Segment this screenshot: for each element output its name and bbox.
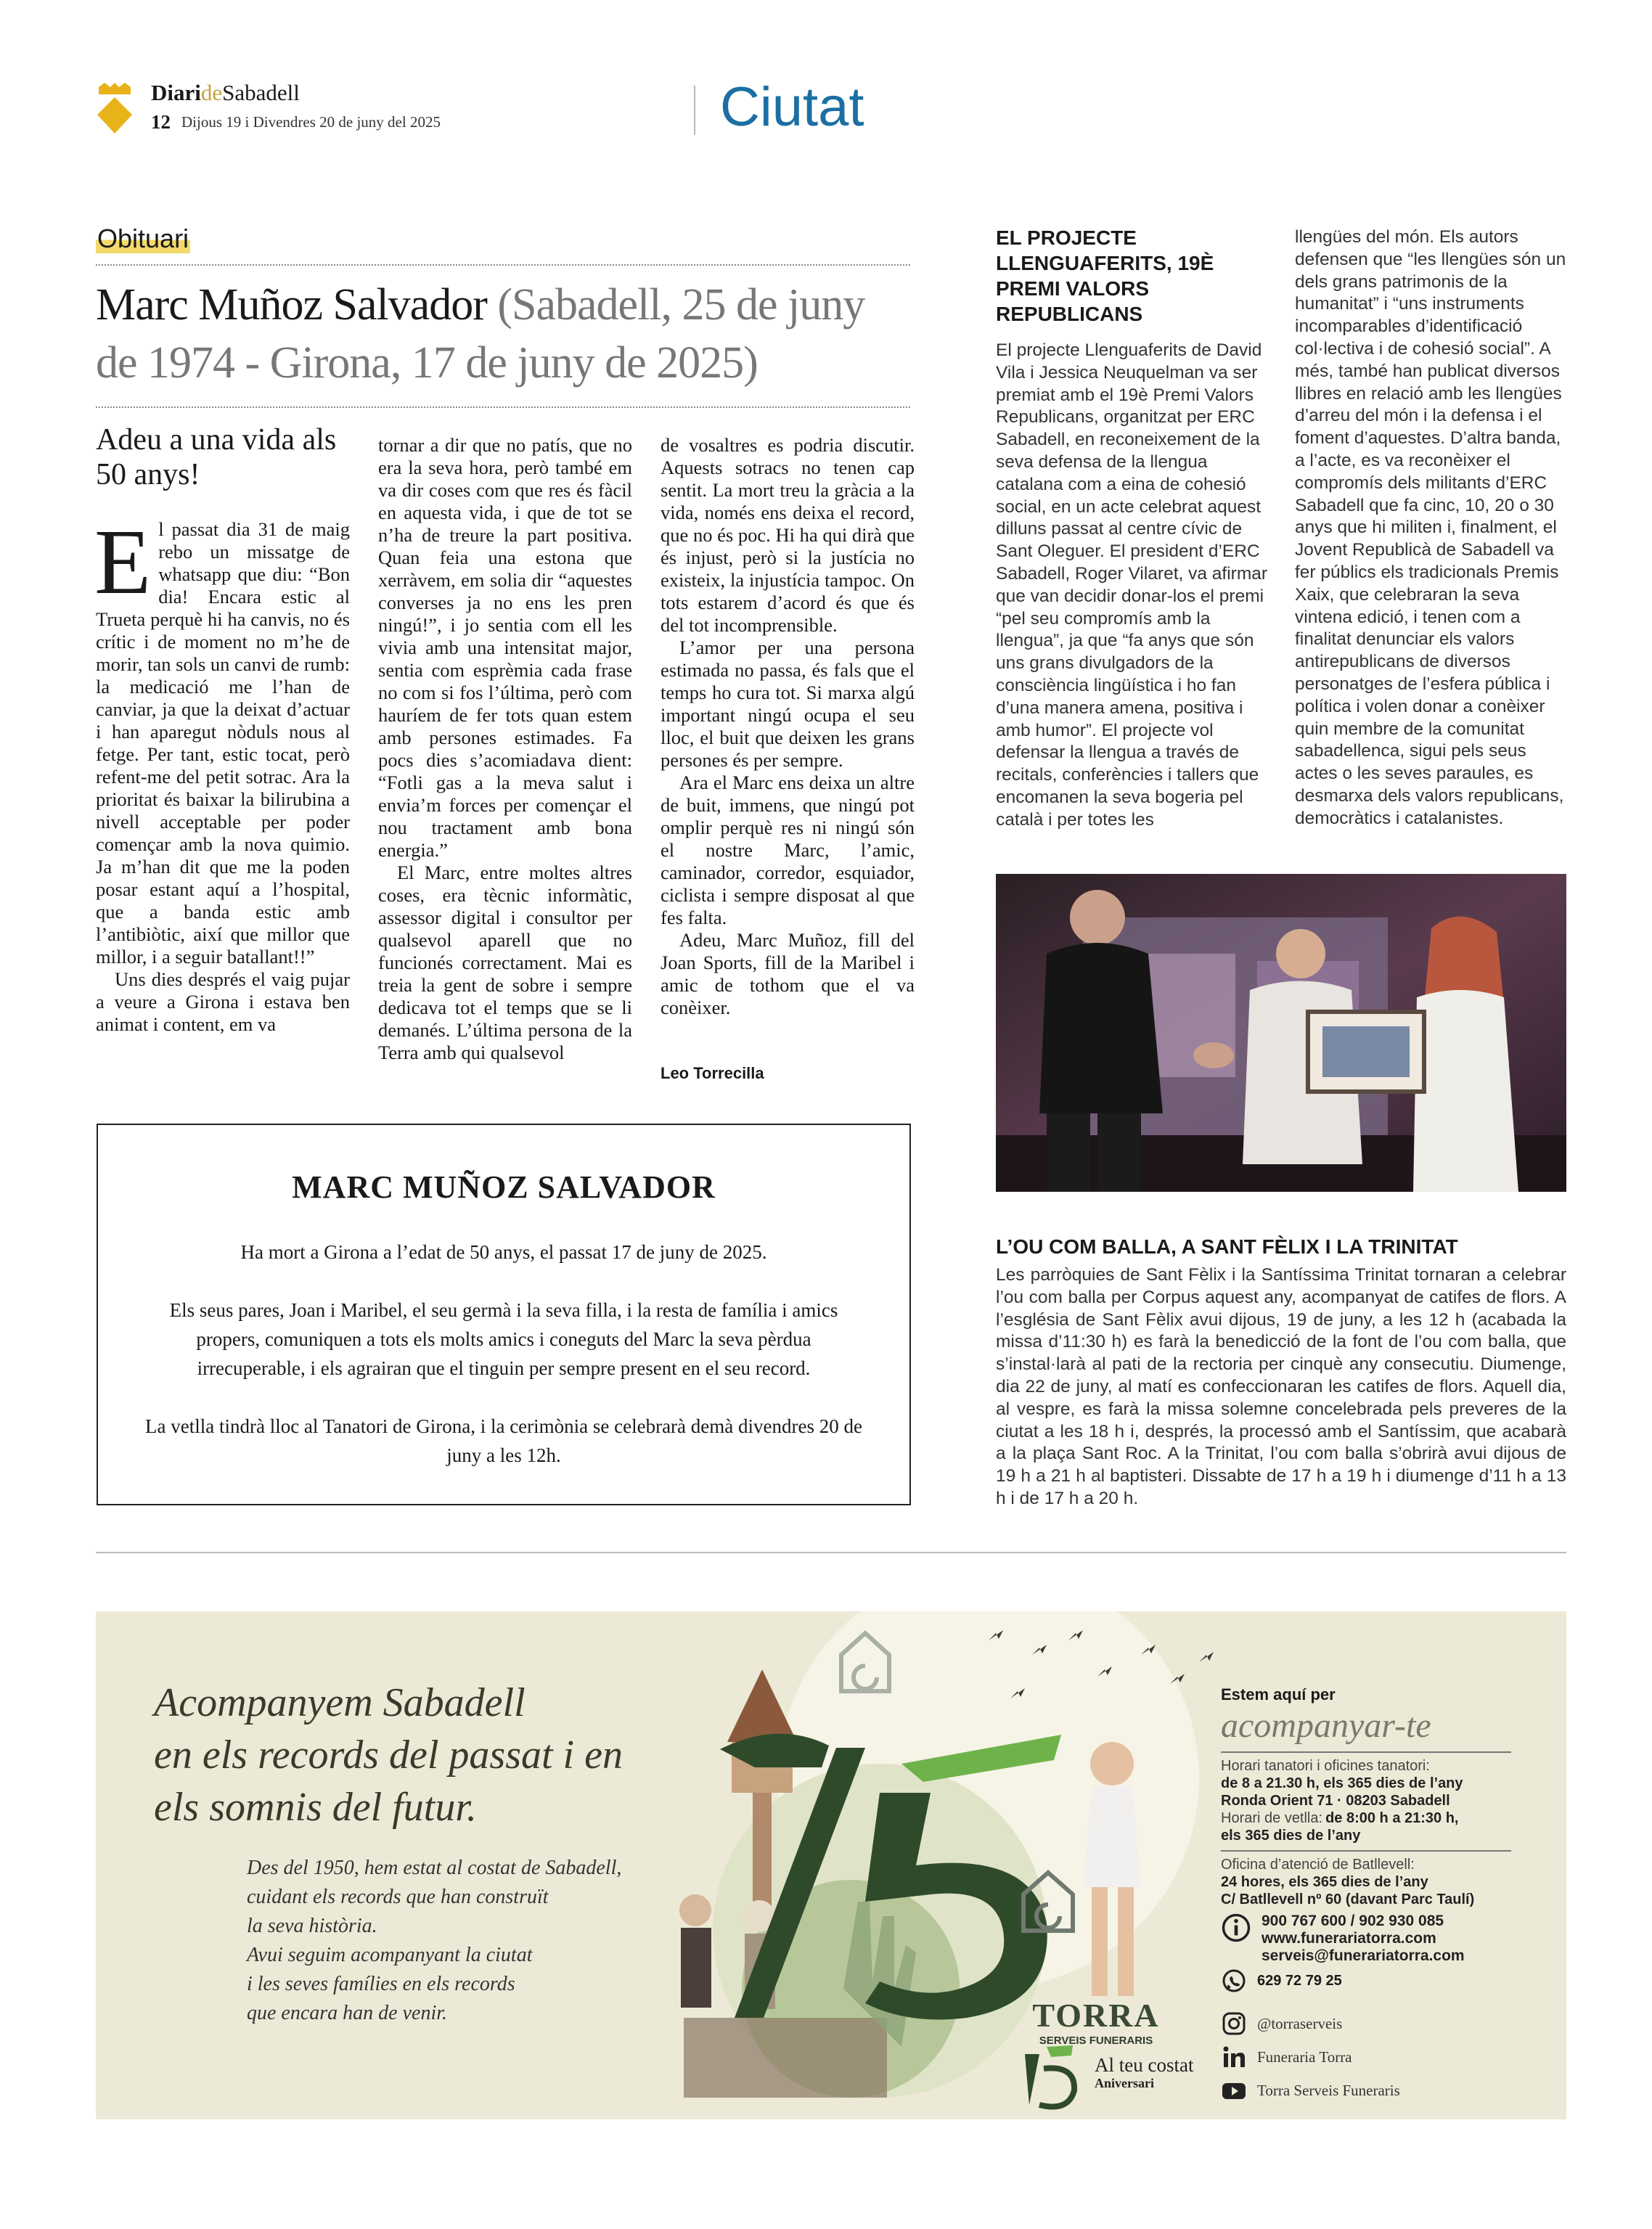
vetlla-label: Horari de vetlla: (1221, 1810, 1323, 1826)
article-title: L’OU COM BALLA, A SANT FÈLIX I LA TRINITAT (996, 1235, 1458, 1258)
divider (1221, 1850, 1511, 1852)
vetlla-hours: de 8:00 h a 21:30 h, (1325, 1810, 1459, 1826)
ad-body-line: cuidant els records que han construït (247, 1886, 549, 1908)
drop-cap: E (94, 510, 152, 613)
info-icon (1221, 1913, 1251, 1943)
tagline-line: Acompanyem Sabadell (154, 1680, 526, 1725)
ad-accompany: acompanyar-te (1221, 1706, 1431, 1745)
hours-value: de 8 a 21.30 h, els 365 dies de l’any (1221, 1775, 1463, 1791)
instagram-link[interactable] (1221, 2007, 1547, 2040)
paragraph: El Marc, entre moltes altres coses, era tècnic informàtic, assessor digital i consultor per qualsevol aparell que no funcionés correctament. Mai es treia la gent de sobre i sempre dedicava tot el temps que se li demanés. L’última persona de la Terra amb qui qualsevol (378, 862, 632, 1063)
ad-tagline (154, 1677, 623, 1833)
section-title[interactable]: Ciutat (720, 76, 864, 138)
article-body: Les parròquies de Sant Fèlix i la Santíssima Trinitat tornaran a celebrar l’ou com balla per Corpus aquest any, acompanyat de catifes de flors. A l’església de Sant Fèlix avui dijous, 19 de juny, a les 12 h (acabada la missa d’11:30 h) es farà la benedicció de la font de l’ou com balla, que s’instal·larà al pati de la rectoria per cinquè any consecutiu. Diumenge, dia 22 de juny, al matí es confeccionaran les catifes de flors. Aquell dia, al vespre, es farà la missa solemne concelebrada pels preveres de la ciutat a les 18 h i, després, la processó amb el Santíssim, que acabarà a la plaça Sant Roc. A la Trinitat, l’ou com balla s’obrirà avui dijous de 19 h a 21 h al baptisteri. Dissabte de 17 h a 19 h i diumenge d’11 h a 13 h i de 17 h a 20 h. (996, 1265, 1566, 1508)
youtube-name: Torra Serveis Funeraris (1257, 2081, 1400, 2099)
obituary-subhead: Adeu a una vida als 50 anys! (96, 423, 337, 491)
torra-advertisement[interactable] (96, 1611, 1566, 2119)
tagline-line: els somnis del futur. (154, 1785, 477, 1830)
anniversary-label: Aniversari (1095, 2076, 1154, 2090)
page-number: 12 (151, 111, 171, 133)
ad-contact-panel (1221, 1685, 1547, 2107)
office-hours: 24 hores, els 365 dies de l’any (1221, 1874, 1428, 1890)
section-divider (96, 1552, 1566, 1553)
ad-body-line: Avui seguim acompanyant la ciutat (247, 1944, 533, 1966)
whatsapp-icon (1221, 1968, 1247, 1994)
issue-date: Dijous 19 i Divendres 20 de juny del 2025 (181, 113, 441, 131)
paragraph: de vosaltres es podria discutir. Aquests sotracs no tenen cap sentit. La mort treu la gràcia a la vida, només ens deixa el record, que no és poc. Hi ha qui dirà que és injust, però si la justícia no existeix, la injustícia tampoc. On tots estarem d’acord és que és del tot incomprensible. (661, 434, 915, 636)
dotted-divider (96, 406, 910, 408)
death-notice (97, 1124, 911, 1505)
vetlla-days: els 365 dies de l’any (1221, 1828, 1361, 1844)
youtube-icon (1221, 2077, 1247, 2103)
dotted-divider (96, 264, 910, 266)
article-title: EL PROJECTE LLENGUAFERITS, 19È PREMI VALORS REPUBLICANS (996, 226, 1214, 325)
tagline-line: en els records del passat i en (154, 1733, 623, 1778)
ad-body-line: i les seves famílies en els records (247, 1973, 515, 1995)
paragraph: tornar a dir que no patís, que no era la seva hora, però també em va dir coses com que res és fàcil en aquesta vida, i que de tot se n’ha de treure la part positiva. Quan feia una estona que xerràvem, em solia dir “aquestes converses ja no ens les pren ningú!”, i jo sentia com ell les vivia amb una intensitat major, sentia com esprèmia cada frase no com si fos l’última, però com hauríem de fer tots quan estem amb persones estimades. Fa pocs dies s’acomiadava dient: “Fotli gas a la meva salut i envia’m forces per començar el nou tractament amb bona energia.” (378, 434, 632, 861)
ad-body-line: Des del 1950, hem estat al costat de Sabadell, (247, 1857, 622, 1879)
notice-paragraph: Ha mort a Girona a l’edat de 50 anys, el passat 17 de juny de 2025. (240, 1241, 767, 1263)
paragraph: Adeu, Marc Muñoz, fill del Joan Sports, fill de la Maribel i amic de tothom que el va conèixer. (661, 929, 915, 1018)
brand-subtitle: SERVEIS FUNERARIS (1039, 2034, 1153, 2047)
paragraph: Ara el Marc ens deixa un altre de buit, immens, que ningú pot omplir perquè res ni ningú són el nostre Marc, l’amic, caminador, corredor, esquiador, ciclista i sempre disposat al que fes falta. (661, 772, 915, 928)
diari-logo-icon (94, 81, 135, 136)
office-label: Oficina d’atenció de Batllevell: (1221, 1857, 1415, 1873)
notice-name: MARC MUÑOZ SALVADOR (292, 1169, 716, 1205)
ad-body-text (247, 1854, 621, 2028)
paragraph: L’amor per una persona estimada no passa, és fals que el temps ho cura tot. Si marxa algú important ningú ocupa el seu lloc, el buit que deixen les grans persones és per sempre. (661, 637, 915, 771)
header-divider (694, 86, 695, 135)
website-link[interactable]: www.funerariatorra.com (1262, 1930, 1436, 1947)
obituary-title (96, 276, 910, 392)
notice-paragraph: Els seus pares, Joan i Maribel, el seu germà i la seva filla, i la resta de família i amics propers, comuniquen a tots els molts amics i coneguts del Marc la seva pèrdua irrecuperable, i els agrairan que el tinguin per sempre present en el seu record. (169, 1299, 838, 1379)
divider (1221, 1751, 1511, 1753)
instagram-handle: @torraserveis (1257, 2014, 1343, 2032)
youtube-link[interactable] (1221, 2074, 1547, 2107)
obituary-column-1 (94, 510, 350, 1036)
byline: Leo Torrecilla (661, 1064, 764, 1082)
brand-name: TORRA (1032, 1997, 1160, 2034)
linkedin-name: Funeraria Torra (1257, 2048, 1352, 2066)
torra-brand (1016, 1996, 1176, 2047)
obituary-column-3 (661, 434, 915, 1019)
whatsapp-row[interactable] (1221, 1968, 1547, 1994)
brand-name[interactable]: DiarideSabadell (151, 80, 300, 105)
instagram-icon (1221, 2011, 1247, 2037)
office-address: C/ Batllevell nº 60 (davant Parc Taulí) (1221, 1891, 1475, 1907)
ad-body-line: la seva història. (247, 1915, 377, 1937)
obituary-column-2 (378, 434, 632, 1064)
obituary-places: (Sabadell, 25 de juny de 1974 - Girona, 17 de juny de 2025) (96, 280, 865, 388)
paragraph: Uns dies després el vaig pujar a veure a Girona i estava ben animat i content, em va (96, 968, 350, 1035)
article-body: El projecte Llenguaferits de David Vila i Jessica Neuquelman va ser premiat amb el 19è Premi Valors Republicans, organitzat per ERC Sabadell, en reconeixement de la seva defensa de la llengua catalana com a eina de cohesió social, en un acte celebrat aquest dilluns passat al centre cívic de Sant Oleguer. El president d’ERC Sabadell, Roger Vilaret, va afirmar que van decidir donar-los el premi “pel seu compromís amb la llengua”, ja que “fa anys que són uns grans divulgadors de la consciència lingüística i ho fan d’una manera amena, positiva i amb humor”. El projecte vol defensar la llengua a través de recitals, conferències i tallers que encomanen la seva bogeria pel català i per totes les (996, 340, 1268, 830)
paragraph: l passat dia 31 de maig rebo un missatge de whatsapp que diu: “Bon dia! Encara estic al Trueta perquè hi ha canvis, no és crític i de moment no m’he de morir, tan sols un canvi de rumb: la medicació me l’han de canviar, ja que la deixat d’actuar i han aparegut nòduls nous al fetge. Per tant, estic tocat, però refent-me del petit sotrac. Ara la prioritat és baixar la bilirubina a nivell acceptable per poder començar amb la nova quimio. Ja m’han dit que me la poden posar estant aquí a l’hospital, que a banda estic amb l’antibiòtic, així que millor que millor, i a seguir batallant!!” (96, 518, 350, 968)
linkedin-icon (1221, 2044, 1247, 2070)
whatsapp-number: 629 72 79 25 (1257, 1972, 1342, 1989)
ad-kicker: Estem aquí per (1221, 1685, 1336, 1704)
notice-paragraph: La vetlla tindrà lloc al Tanatori de Girona, i la cerimònia se celebrarà demà divendres 20 de juny a les 12h. (145, 1415, 862, 1466)
phone-numbers[interactable]: 900 767 600 / 902 930 085 (1262, 1913, 1444, 1929)
obituary-name: Marc Muñoz Salvador (96, 280, 487, 330)
anniversary-line: Al teu costat (1095, 2054, 1194, 2076)
ad-body-line: que encara han de venir. (247, 2002, 448, 2024)
award-photo (996, 874, 1566, 1192)
address: Ronda Orient 71 · 08203 Sabadell (1221, 1793, 1450, 1809)
hours-label: Horari tanatori i oficines tanatori: (1221, 1758, 1430, 1774)
obituary-kicker: Obituari (97, 224, 189, 253)
article-body: llengües del món. Els autors defensen que “les llengües són un dels grans patrimonis de la humanitat” i “uns instruments incomparables d’identificació col·lectiva i de cohesió social”. A més, també han publicat diversos llibres en relació amb les llengües d’arreu del món i la defensa i el foment d’aquestes. D’altra banda, a l’acte, es va reconèixer el compromís dels militants d’ERC Sabadell que fa cinc, 10, 20 o 30 anys que hi militen i, finalment, el Jovent Republicà de Sabadell va fer públics els tradicionals Premis Xaix, que celebraran la seva vintena edició, i tenen com a finalitat denunciar els valors antirepublicans de diversos personatges de l’esfera pública i política i volen donar a conèixer quin membre de la comunitat sabadellenca, sigui pels seus actes o les seves paraules, es desmarxa dels valors republicans, democràtics i catalanistes. (1295, 227, 1566, 828)
email-link[interactable]: serveis@funerariatorra.com (1262, 1947, 1465, 1964)
linkedin-link[interactable] (1221, 2040, 1547, 2074)
